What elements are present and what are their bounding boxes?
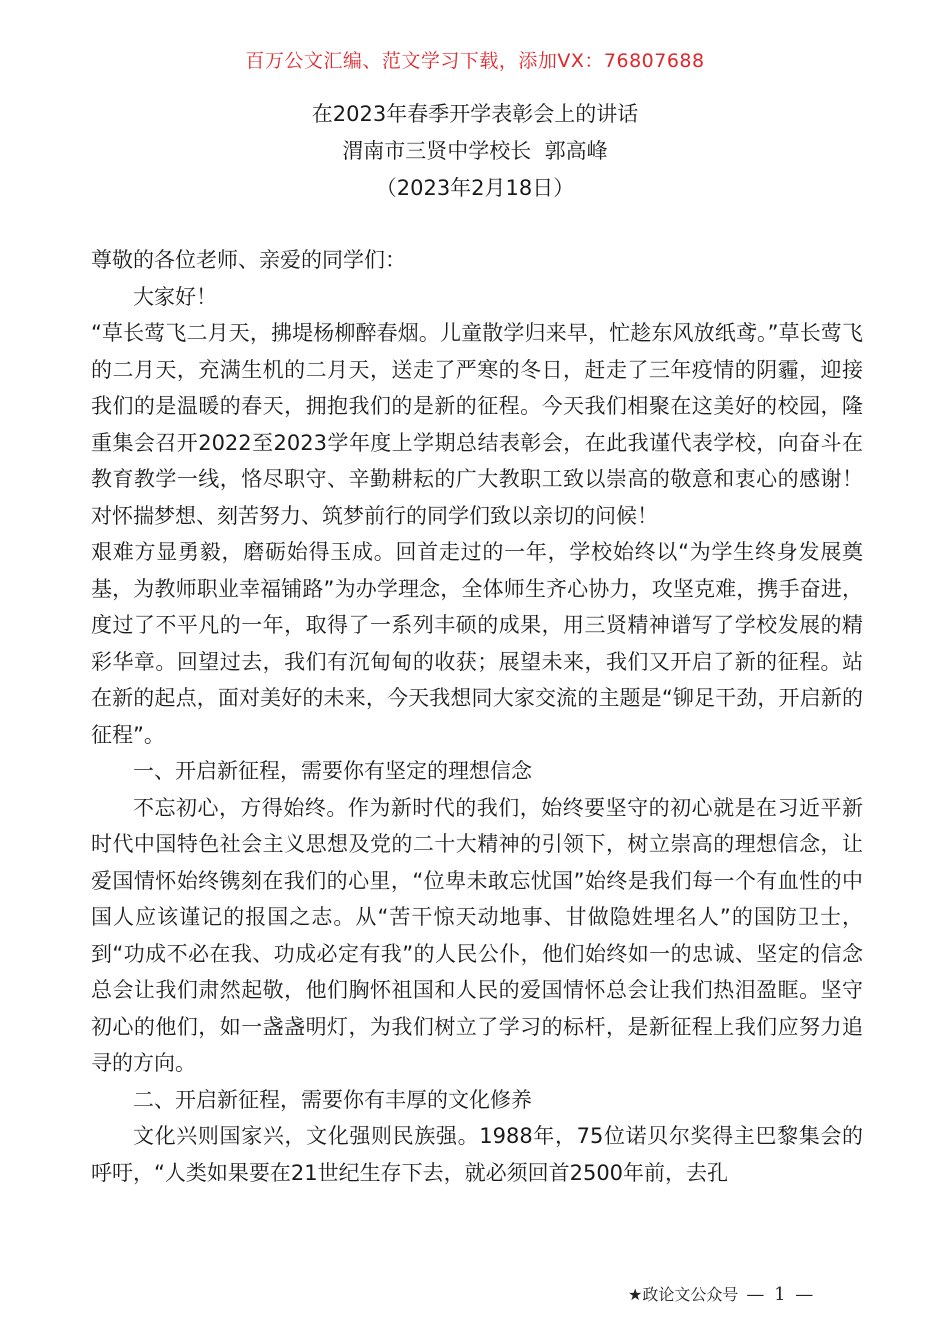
footer-source: ★政论文公众号	[628, 1285, 739, 1304]
paragraph-review: 艰难方显勇毅，磨砺始得玉成。回首走过的一年，学校始终以“为学生终身发展奠基，为教师职业幸福铺路”为办学理念，全体师生齐心协力，攻坚克难，携手奋进，度过了不平凡的一年，取得了一系列丰硕的成果，用三贤精神谱写了学校发展的精彩华章。回望过去，我们有沉甸甸的收获；展望未来，我们又开启了新的征程。站在新的起点，面对美好的未来，今天我想同大家交流的主题是“铆足干劲，开启新的征程”。	[91, 540, 863, 747]
greeting: 大家好！	[133, 284, 217, 309]
page-number: — 1 —	[746, 1284, 816, 1305]
paragraph-section-2: 文化兴则国家兴，文化强则民族强。1988年，75位诺贝尔奖得主巴黎集会的呼吁，“人类如果要在21世纪生存下去，就必须回首2500年前，去孔	[91, 1124, 863, 1185]
promo-banner: 百万公文汇编、范文学习下载，添加VX：76807688	[245, 50, 705, 72]
section-heading-2: 二、开启新征程，需要你有丰厚的文化修养	[133, 1087, 532, 1112]
speech-author: 渭南市三贤中学校长 郭高峰	[342, 139, 608, 163]
section-heading-1: 一、开启新征程，需要你有坚定的理想信念	[133, 759, 532, 783]
salutation: 尊敬的各位老师、亲爱的同学们：	[91, 248, 406, 272]
paragraph-section-1: 不忘初心，方得始终。作为新时代的我们，始终要坚守的初心就是在习近平新时代中国特色社会主义思想及党的二十大精神的引领下，树立崇高的理想信念，让爱国情怀始终镌刻在我们的心里，“位卑未敢忘忧国”始终是我们每一个有血性的中国人应该谨记的报国之志。从“苦干惊天动地事、甘做隐姓埋名人”的国防卫士，到“功成不必在我、功成必定有我”的人民公仆，他们始终如一的忠诚、坚定的信念总会让我们肃然起敬，他们胸怀祖国和人民的爱国情怀总会让我们热泪盈眶。坚守初心的他们，如一盏盏明灯，为我们树立了学习的标杆，是新征程上我们应努力追寻的方向。	[91, 795, 863, 1075]
page-footer	[628, 1282, 815, 1305]
paragraph-intro: “草长莺飞二月天，拂堤杨柳醉春烟。儿童散学归来早，忙趁东风放纸鸢。”草长莺飞的二月天，充满生机的二月天，送走了严寒的冬日，赶走了三年疫情的阴霾，迎接我们的是温暖的春天，拥抱我们的是新的征程。今天我们相聚在这美好的校园，隆重集会召开2022至2023学年度上学期总结表彰会，在此我谨代表学校，向奋斗在教育教学一线，恪尽职守、辛勤耕耘的广大教职工致以崇高的敬意和衷心的感谢！对怀揣梦想、刻苦努力、筑梦前行的同学们致以亲切的问候！	[91, 321, 863, 528]
speech-title: 在2023年春季开学表彰会上的讲话	[311, 102, 639, 126]
speech-date: （2023年2月18日）	[375, 176, 575, 200]
speech-body	[91, 242, 863, 1191]
title-block	[0, 96, 950, 207]
